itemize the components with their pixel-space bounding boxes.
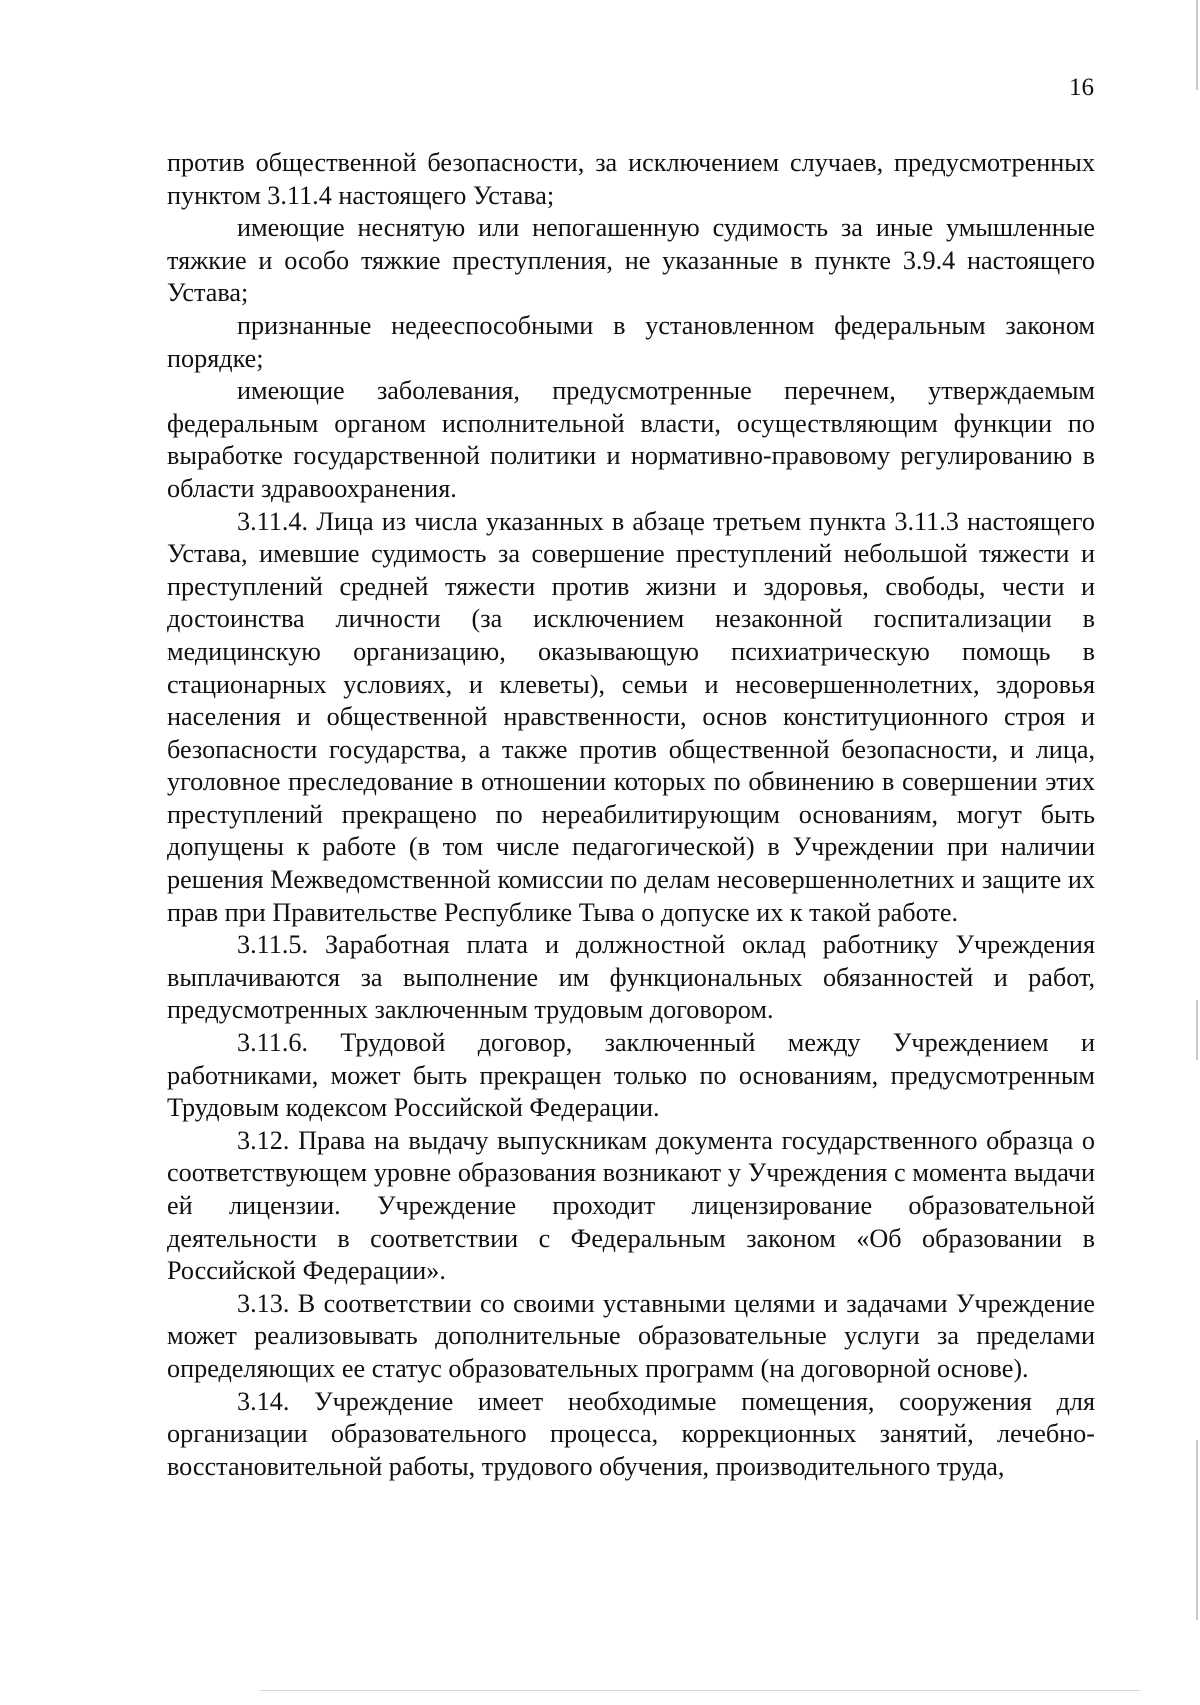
scan-edge-mark [1196,1000,1198,1060]
paragraph-3-11-6: 3.11.6. Трудовой договор, заключенный между Учреждением и работниками, может быть прекращен только по основаниям, предусмотренным Трудовым кодексом Российской Федерации. [167,1028,1095,1123]
scan-bottom-line [260,1690,1140,1691]
page-number: 16 [1069,74,1094,101]
paragraph-3-11-5: 3.11.5. Заработная плата и должностной оклад работнику Учреждения выплачиваются за выполнение им функциональных обязанностей и работ, предусмотренных заключенным трудовым договором. [167,930,1095,1025]
document-body [167,147,1095,1483]
scan-edge-mark [1196,0,1198,90]
paragraph-list-item-criminal-record: имеющие неснятую или непогашенную судимость за иные умышленные тяжкие и особо тяжкие преступления, не указанные в пункте 3.9.4 настоящего Устава; [167,213,1095,308]
paragraph-3-12: 3.12. Права на выдачу выпускникам документа государственного образца о соответствующем уровне образования возникают у Учреждения с момента выдачи ей лицензии. Учреждение проходит лицензирование образовательной деятельности в соответствии с Федеральным законом «Об образовании в Российской Федерации». [167,1125,1095,1286]
paragraph-list-item-diseases: имеющие заболевания, предусмотренные перечнем, утверждаемым федеральным органом исполнительной власти, осуществляющим функции по выработке государственной политики и нормативно-правовому регулированию в области здравоохранения. [167,376,1095,503]
paragraph-continuation: против общественной безопасности, за исключением случаев, предусмотренных пунктом 3.11.4 настоящего Устава; [167,148,1095,210]
paragraph-3-14: 3.14. Учреждение имеет необходимые помещения, сооружения для организации образовательного процесса, коррекционных занятий, лечебно-восстановительной работы, трудового обучения, производительного труда, [167,1386,1095,1481]
scan-edge-mark [1196,1440,1198,1620]
paragraph-3-11-4: 3.11.4. Лица из числа указанных в абзаце третьем пункта 3.11.3 настоящего Устава, имевшие судимость за совершение преступлений небольшой тяжести и преступлений средней тяжести против жизни и здоровья, свободы, чести и достоинства личности (за исключением незаконной госпитализации в медицинскую организацию, оказывающую психиатрическую помощь в стационарных условиях, и клеветы), семьи и несовершеннолетних, здоровья населения и общественной нравственности, основ конституционного строя и безопасности государства, а также против общественной безопасности, и лица, уголовное преследование в отношении которых по обвинению в совершении этих преступлений прекращено по нереабилитирующим основаниям, могут быть допущены к работе (в том числе педагогической) в Учреждении при наличии решения Межведомственной комиссии по делам несовершеннолетних и защите их прав при Правительстве Республике Тыва о допуске их к такой работе. [167,506,1095,927]
paragraph-list-item-incapacity: признанные недееспособными в установленном федеральным законом порядке; [167,310,1095,373]
paragraph-3-13: 3.13. В соответствии со своими уставными целями и задачами Учреждение может реализовывать дополнительные образовательные услуги за пределами определяющих ее статус образовательных программ (на договорной основе). [167,1288,1095,1383]
